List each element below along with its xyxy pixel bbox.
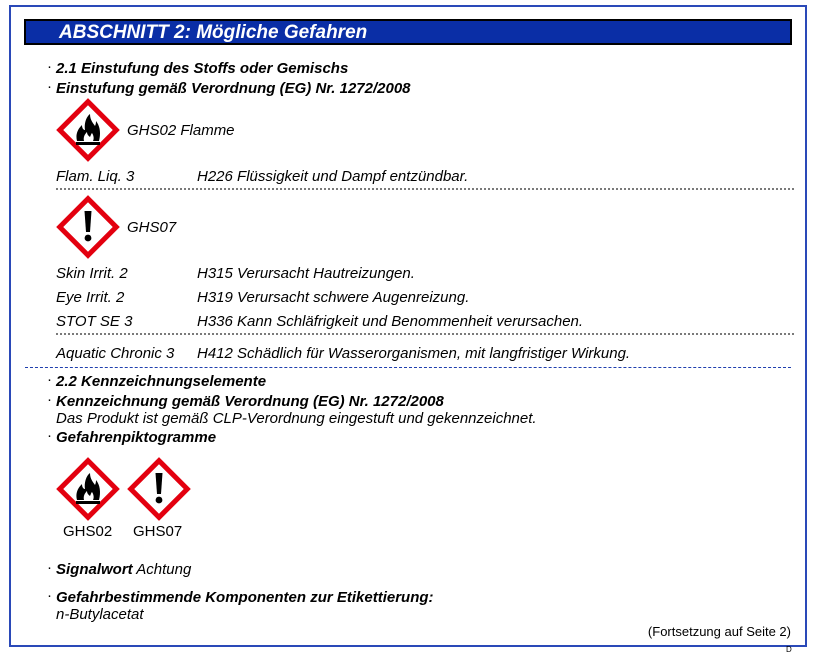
heading-pictograms: Gefahrenpiktogramme xyxy=(56,429,217,446)
bullet-mark: · xyxy=(47,391,52,408)
component-name: n-Butylacetat xyxy=(56,606,144,623)
dashed-separator xyxy=(25,367,791,368)
bullet-mark: · xyxy=(47,58,52,75)
exclamation-icon xyxy=(55,194,121,260)
hazard-class: Eye Irrit. 2 xyxy=(56,289,125,306)
hazard-class: STOT SE 3 xyxy=(56,313,133,330)
pictogram-code: GHS02 xyxy=(63,523,113,540)
hazard-statement: H336 Kann Schläfrigkeit und Benommenheit verursachen. xyxy=(197,313,584,330)
bullet-mark: · xyxy=(47,587,52,604)
hazard-statement: H319 Verursacht schwere Augenreizung. xyxy=(197,289,470,306)
pictogram-code: GHS07 xyxy=(133,523,183,540)
heading-kennzeichnung: Kennzeichnung gemäß Verordnung (EG) Nr. 1272/2008 xyxy=(56,393,444,410)
heading-2-1: 2.1 Einstufung des Stoffs oder Gemischs xyxy=(56,60,349,77)
section-header xyxy=(24,19,792,45)
signal-word-line xyxy=(56,561,191,579)
dotted-separator xyxy=(56,188,794,190)
hazard-class: Flam. Liq. 3 xyxy=(56,168,135,185)
clp-statement: Das Produkt ist gemäß CLP-Verordnung eingestuft und gekennzeichnet. xyxy=(56,410,537,427)
signal-word-label: Signalwort xyxy=(56,561,133,578)
pictogram-label: GHS02 Flamme xyxy=(127,122,235,139)
bullet-mark: · xyxy=(47,371,52,388)
pictogram-label: GHS07 xyxy=(127,219,177,236)
hazard-statement: H412 Schädlich für Wasserorganismen, mit langfristiger Wirkung. xyxy=(197,345,631,362)
flame-icon xyxy=(55,456,121,522)
heading-2-2: 2.2 Kennzeichnungselemente xyxy=(56,373,267,390)
dotted-separator xyxy=(56,333,794,335)
heading-einstufung: Einstufung gemäß Verordnung (EG) Nr. 1272/2008 xyxy=(56,80,411,97)
exclamation-icon xyxy=(126,456,192,522)
bullet-mark: · xyxy=(47,559,52,576)
flame-icon xyxy=(55,97,121,163)
hazard-statement: H315 Verursacht Hautreizungen. xyxy=(197,265,415,282)
section-title: ABSCHNITT 2: Mögliche Gefahren xyxy=(59,22,368,43)
heading-components: Gefahrbestimmende Komponenten zur Etikettierung: xyxy=(56,589,434,606)
hazard-class: Skin Irrit. 2 xyxy=(56,265,128,282)
continuation-note: (Fortsetzung auf Seite 2) xyxy=(647,624,791,639)
hazard-statement: H226 Flüssigkeit und Dampf entzündbar. xyxy=(197,168,469,185)
corner-mark: D xyxy=(786,645,792,654)
bullet-mark: · xyxy=(47,78,52,95)
signal-word-value: Achtung xyxy=(136,561,192,578)
hazard-class: Aquatic Chronic 3 xyxy=(56,345,175,362)
bullet-mark: · xyxy=(47,427,52,444)
